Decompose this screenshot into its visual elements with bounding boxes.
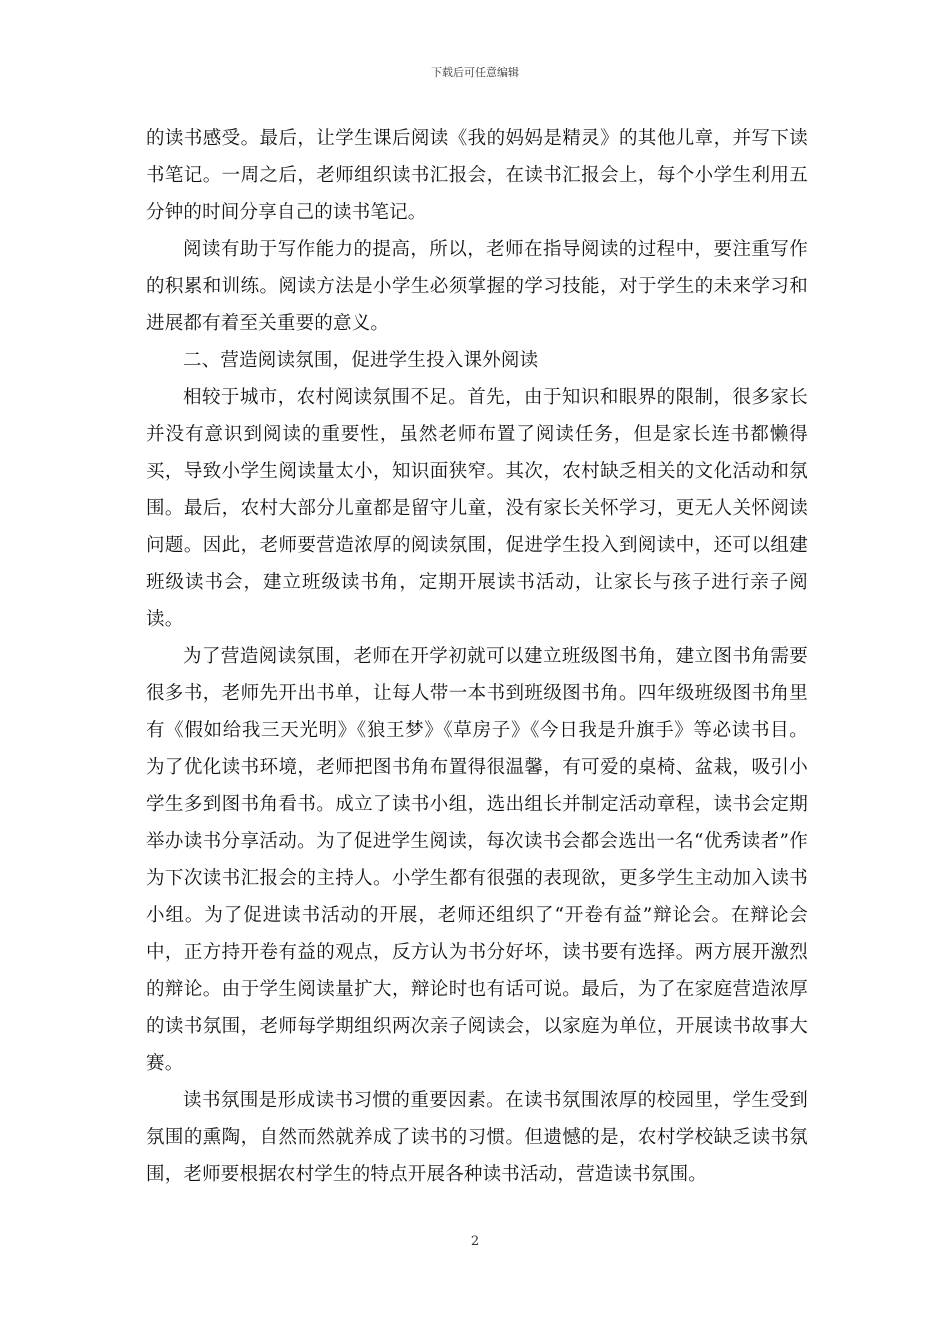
paragraph-4: 为了营造阅读氛围，老师在开学初就可以建立班级图书角，建立图书角需要很多书，老师先开出书单，让每人带一本书到班级图书角。四年级班级图书角里有《假如给我三天光明》《狼王梦》《草房子》《今日我是升旗手》等必读书目。为了优化读书环境，老师把图书角布置得很温馨，有可爱的桌椅、盆栽，吸引小学生多到图书角看书。成立了读书小组，选出组长并制定活动章程，读书会定期举办读书分享活动。为了促进学生阅读，每次读书会都会选出一名“优秀读者”作为下次读书汇报会的主持人。小学生都有很强的表现欲，更多学生主动加入读书小组。为了促进读书活动的开展，老师还组织了“开卷有益”辩论会。在辩论会中，正方持开卷有益的观点，反方认为书分好坏，读书要有选择。两方展开激烈的辩论。由于学生阅读量扩大，辩论时也有话可说。最后，为了在家庭营造浓厚的读书氛围，老师每学期组织两次亲子阅读会，以家庭为单位，开展读书故事大赛。	[146, 646, 808, 1074]
document-body	[146, 120, 808, 1193]
page-number: 2	[470, 1234, 480, 1249]
paragraph-1: 的读书感受。最后，让学生课后阅读《我的妈妈是精灵》的其他儿章，并写下读书笔记。一周之后，老师组织读书汇报会，在读书汇报会上，每个小学生利用五分钟的时间分享自己的读书笔记。	[146, 128, 808, 223]
paragraph-2: 阅读有助于写作能力的提高，所以，老师在指导阅读的过程中，要注重写作的积累和训练。阅读方法是小学生必须掌握的学习技能，对于学生的未来学习和进展都有着至关重要的意义。	[146, 239, 808, 334]
paragraph-5: 读书氛围是形成读书习惯的重要因素。在读书氛围浓厚的校园里，学生受到氛围的熏陶，自然而然就养成了读书的习惯。但遗憾的是，农村学校缺乏读书氛围，老师要根据农村学生的特点开展各种读书活动，营造读书氛围。	[146, 1090, 808, 1185]
page-header: 下载后可任意编辑	[431, 66, 519, 79]
paragraph-3: 相较于城市，农村阅读氛围不足。首先，由于知识和眼界的限制，很多家长并没有意识到阅读的重要性，虽然老师布置了阅读任务，但是家长连书都懒得买，导致小学生阅读量太小，知识面狭窄。其次，农村缺乏相关的文化活动和氛围。最后，农村大部分儿童都是留守儿童，没有家长关怀学习，更无人关怀阅读问题。因此，老师要营造浓厚的阅读氛围，促进学生投入到阅读中，还可以组建班级读书会，建立班级读书角，定期开展读书活动，让家长与孩子进行亲子阅读。	[146, 387, 808, 630]
section-heading: 二、营造阅读氛围，促进学生投入课外阅读	[183, 350, 539, 371]
